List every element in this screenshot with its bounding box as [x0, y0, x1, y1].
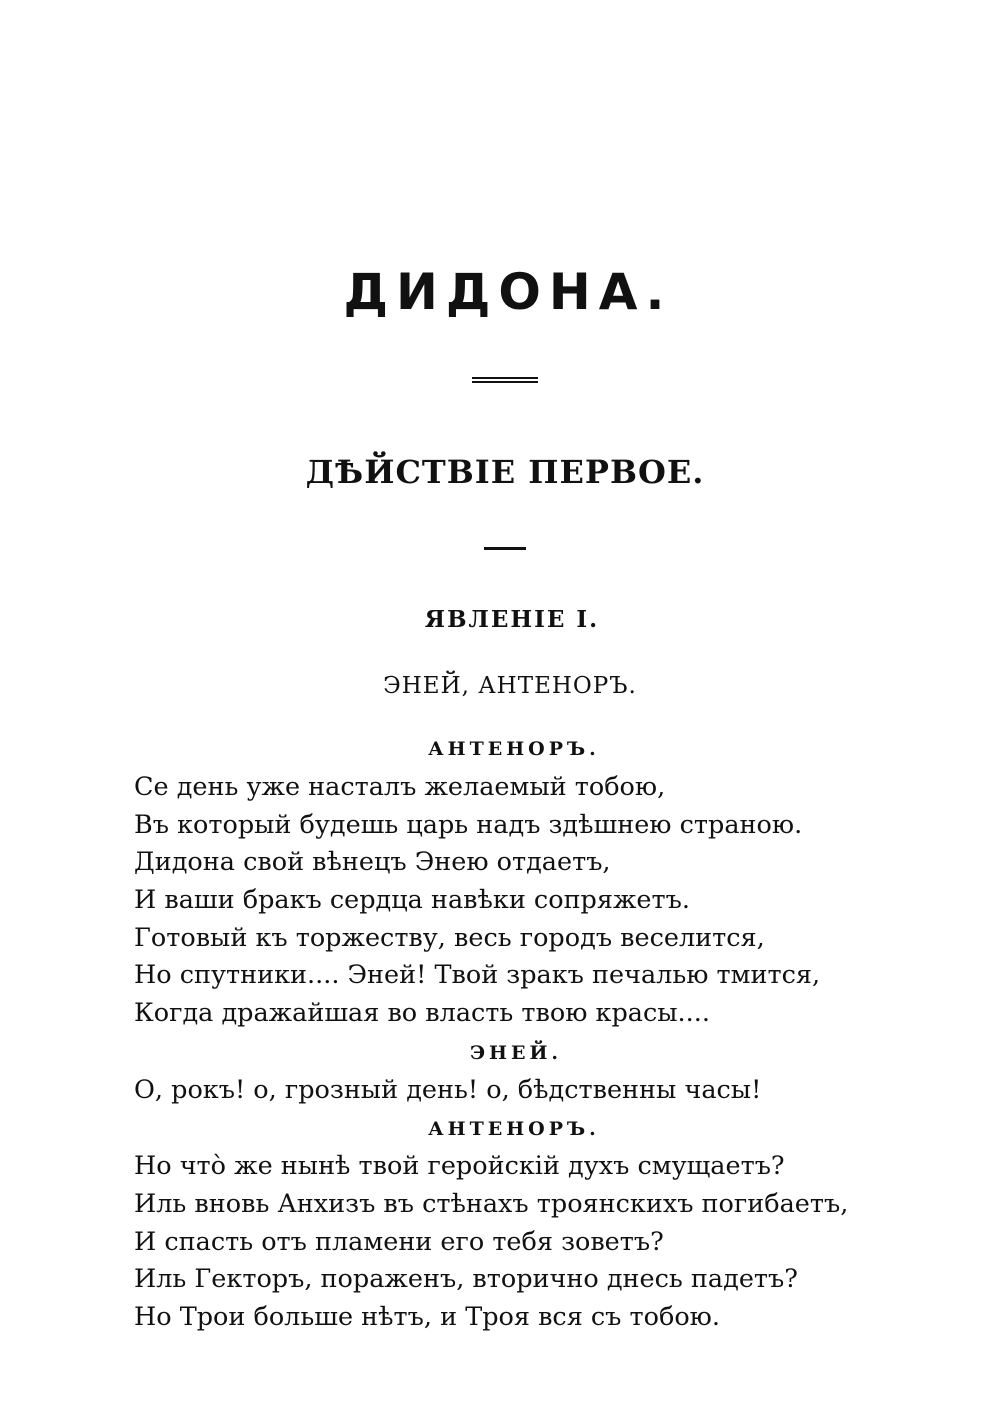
act-rule — [484, 547, 526, 550]
verse-line: Дидона свой вѣнецъ Энею отдаетъ, — [134, 847, 611, 877]
verse-line: И ваши бракъ сердца навѣки сопряжетъ. — [134, 885, 690, 915]
speaker-label: АНТЕНОРЪ. — [428, 1118, 600, 1140]
verse-line: Готовый къ торжеству, весь городъ веселится, — [134, 923, 765, 953]
verse-line: Но спутники.... Эней! Твой зракъ печалью тмится, — [134, 960, 821, 990]
play-title: ДИДОНА. — [343, 263, 673, 321]
verse-line: О, рокъ! о, грозный день! о, бѣдственны часы! — [134, 1075, 762, 1105]
verse-line: Когда дражайшая во власть твою красы.... — [134, 998, 710, 1028]
verse-line: И спасть отъ пламени его тебя зоветъ? — [134, 1227, 664, 1257]
characters-present: ЭНЕЙ, АНТЕНОРЪ. — [383, 673, 637, 699]
verse-line: Иль вновь Анхизъ въ стѣнахъ троянскихъ погибаетъ, — [134, 1189, 849, 1219]
title-double-rule — [472, 377, 538, 383]
verse-line: Иль Гекторъ, пораженъ, вторично днесь падетъ? — [134, 1264, 798, 1294]
scene-title: ЯВЛЕНІЕ I. — [424, 606, 600, 633]
act-title: ДѢЙСТВІЕ ПЕРВОЕ. — [305, 453, 705, 491]
speaker-label: ЭНЕЙ. — [469, 1042, 563, 1064]
verse-line: Но чтò же нынѣ твой геройскій духъ смущаетъ? — [134, 1151, 785, 1181]
verse-line: Се день уже насталъ желаемый тобою, — [134, 772, 666, 802]
speaker-label: АНТЕНОРЪ. — [428, 738, 600, 760]
verse-line: Но Трои больше нѣтъ, и Троя вся съ тобою. — [134, 1302, 720, 1332]
verse-line: Въ который будешь царь надъ здѣшнею страною. — [134, 810, 803, 840]
